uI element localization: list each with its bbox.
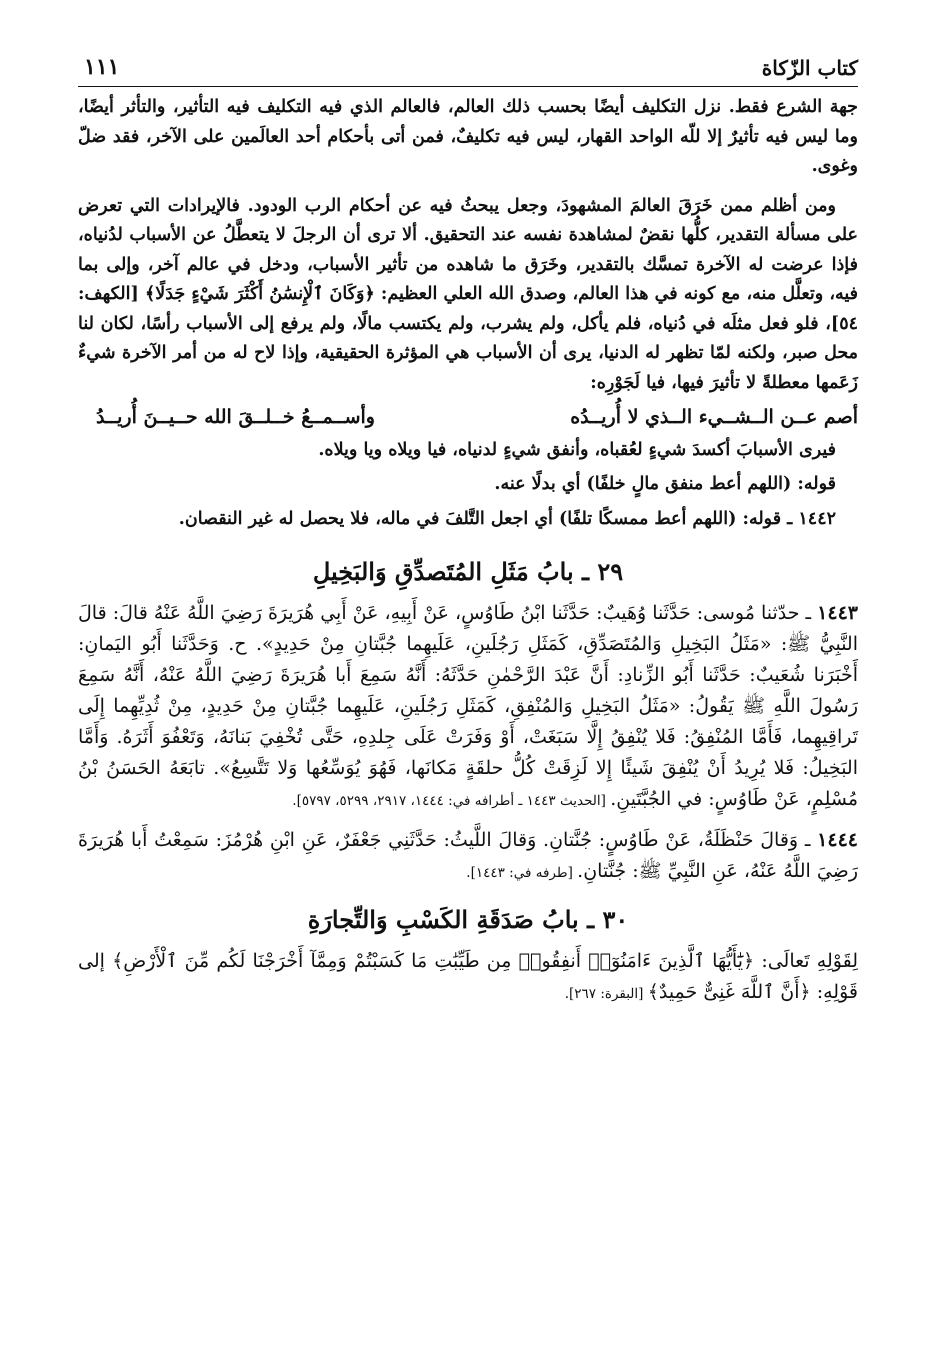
commentary-paragraph-4: قوله: (اللهم أعط منفق مالٍ خلفًا) أي بدلًا عنه.	[494, 473, 836, 494]
page-number: ١١١	[84, 54, 120, 80]
commentary-paragraph-3: فيرى الأسبابَ أكسدَ شيءٍ لعُقباه، وأنفق شيءٍ لدنياه، فيا ويلاه ويا ويلاه.	[318, 440, 836, 460]
chapter-30-text	[78, 946, 858, 1010]
commentary-paragraph-1: جهة الشرع فقط. نزل التكليف أيضًا بحسب ذلك العالم، فالعالم الذي فيه التكليف فيه التأثير، والتأثر أيضًا، وما ليس فيه تأثيرٌ إلا للّه الواحد القهار، ليس فيه تكليفٌ، فمن أتى بأحكام أحد العالَمين على الآخر، فقد ضلّ وغوى.	[78, 97, 859, 176]
chapter-30-verse-text: لِقَوْلِهِ تَعالَى: ﴿يَٰٓأَيُّهَا ٱلَّذِينَ ءَامَنُوٓا۟ أَنفِقُوا۟ مِن طَيِّبَٰتِ مَا كَسَبْتُمْ وَمِمَّآ أَخْرَجْنَا لَكُم مِّنَ ٱلْأَرْضِ﴾ إلى قَوْلِهِ: ﴿أَنَّ ٱللَّهَ غَنِىٌّ حَمِيدٌ﴾	[78, 949, 858, 1003]
hadith-reference: [الحديث ١٤٤٣ ـ أطرافه في: ١٤٤٤، ٢٩١٧، ٥٢٩٩، ٥٧٩٧].	[292, 792, 611, 809]
hadith-1443	[78, 598, 858, 817]
chapter-30-heading: ٣٠ ـ بابُ صَدَقَةِ الكَسْبِ وَالتِّجارَةِ	[307, 904, 629, 934]
book-title: كتاب الزّكاة	[761, 56, 858, 80]
hadith-1444	[78, 825, 858, 889]
hadith-number: ١٤٤٣	[817, 601, 858, 624]
hadith-number: ١٤٤٤	[817, 828, 858, 851]
hadith-text: ـ وَقالَ حَنْظَلَةُ، عَنْ طَاوُسٍ: جُنَّتانِ. وَقالَ اللَّيثُ: حَدَّثَنِي جَعْفَرٌ، عَنِ ابْنِ هُرْمُزَ: سَمِعْتُ أَبا هُرَيرَةَ رَضِيَ اللَّهُ عَنْهُ، عَنِ النَّبِيِّ ﷺ: جُنَّتانِ.	[78, 828, 858, 882]
commentary-section	[78, 93, 858, 535]
chapter-30-reference: [البقرة: ٢٦٧].	[564, 985, 648, 1002]
commentary-paragraph-2: ومن أظلم ممن خَرَقَ العالمَ المشهودَ، وجعل يبحثُ فيه عن أحكام الرب الودود. فالإيرادات التي تعرض على مسألة التقدير، كلُّها نقضٌ لمشاهدة نفسه عند التحقيق. ألا ترى أن الرجلَ لا يتعطَّلُ عن الأسباب لدُنياه، فإذا عرضت له الآخرة تمسَّك بالتقدير، وخَرَق ما شاهده من تأثير الأسباب، ودخل في عالم آخر، وإلى بما فيه، وتعلَّل منه، مع كونه في هذا العالم، وصدق الله العلي العظيم: ﴿وَكَانَ ٱلْإِنسَٰنُ أَكْثَرَ شَيْءٍ جَدَلًا﴾ [الكهف: ٥٤]، فلو فعل مثلَه في دُنياه، فلم يأكل، ولم يشرب، ولم يكتسب مالًا، ولم يرفع إلى الأسباب رأسًا، لكان لنا محل صبر، ولكنه لمّا تظهر له الدنيا، يرى أن الأسباب هي المؤثرة الحقيقية، وإذا لاح له من أمر الآخرة شيءٌ زَعَمها معطلةً لا تأثيرَ فيها، فيا لَجَوْرِه:	[78, 195, 858, 393]
verse-hemistich-first: أصم عــن الــشــيء الــذي لا أُريــدُه	[570, 406, 858, 428]
verse-hemistich-second: وأســمــعُ خــلــقَ الله حــيــنَ أُريــدُ	[96, 406, 375, 428]
hadith-text: ـ حدّثنا مُوسى: حَدَّثَنا وُهَيبٌ: حَدَّثَنا ابْنُ طَاوُسٍ، عَنْ أَبِيهِ، عَنْ أَبِي هُرَيرَةَ رَضِيَ اللَّهُ عَنْهُ قالَ: قالَ النَّبِيُّ ﷺ: «مَثَلُ البَخِيلِ وَالمُتَصَدِّقِ، كَمَثَلِ رَجُلَينِ، عَلَيهِما جُبَّتانِ مِنْ حَدِيدٍ». ح. وَحَدَّثَنا أَبُو اليَمانِ: أَخْبَرَنا شُعَيبٌ: حَدَّثَنا أَبُو الزِّنادِ: أَنَّ عَبْدَ الرَّحْمٰنِ حَدَّثَهُ: أَنَّهُ سَمِعَ أَبا هُرَيرَةَ رَضِيَ اللَّهُ عَنْهُ، أَنَّهُ سَمِعَ رَسُولَ اللَّهِ ﷺ يَقُولُ: «مَثَلُ البَخِيلِ وَالمُنْفِقِ، كَمَثَلِ رَجُلَينِ، عَلَيهِما جُبَّتانِ مِنْ حَدِيدٍ، مِنْ ثُدِيِّهِما إِلَى تَراقِيهِما، فَأَمَّا المُنْفِقُ: فَلا يُنْفِقُ إِلَّا سَبَغَتْ، أَوْ وَفَرَتْ عَلَى جِلدِهِ، حَتَّى تُخْفِيَ بَنانَهُ، وَتَعْفُوَ أَثَرَهُ. وَأَمَّا البَخِيلُ: فَلا يُرِيدُ أَنْ يُنْفِقَ شَيئًا إِلا لَزِقَتْ كُلُّ حلقَةٍ مَكانَها، فَهُوَ يُوَسِّعُها وَلا تَتَّسِعُ». تابَعَهُ الحَسَنُ بْنُ مُسْلِمٍ، عَنْ طَاوُسٍ: في الجُبَّتَينِ.	[78, 601, 858, 810]
book-page	[78, 48, 858, 1010]
page-header	[78, 48, 858, 87]
chapter-29-heading: ٢٩ ـ بابُ مَثَلِ المُتَصدِّقِ وَالبَخِيلِ	[312, 556, 624, 586]
poem-verse	[78, 404, 858, 436]
commentary-paragraph-5: ١٤٤٢ ـ قوله: (اللهم أعط ممسكًا تلفًا) أي اجعل التَّلفَ في ماله، فلا يحصل له غير النقصان.	[178, 509, 836, 529]
hadith-reference: [طرفه في: ١٤٤٣].	[466, 864, 578, 881]
